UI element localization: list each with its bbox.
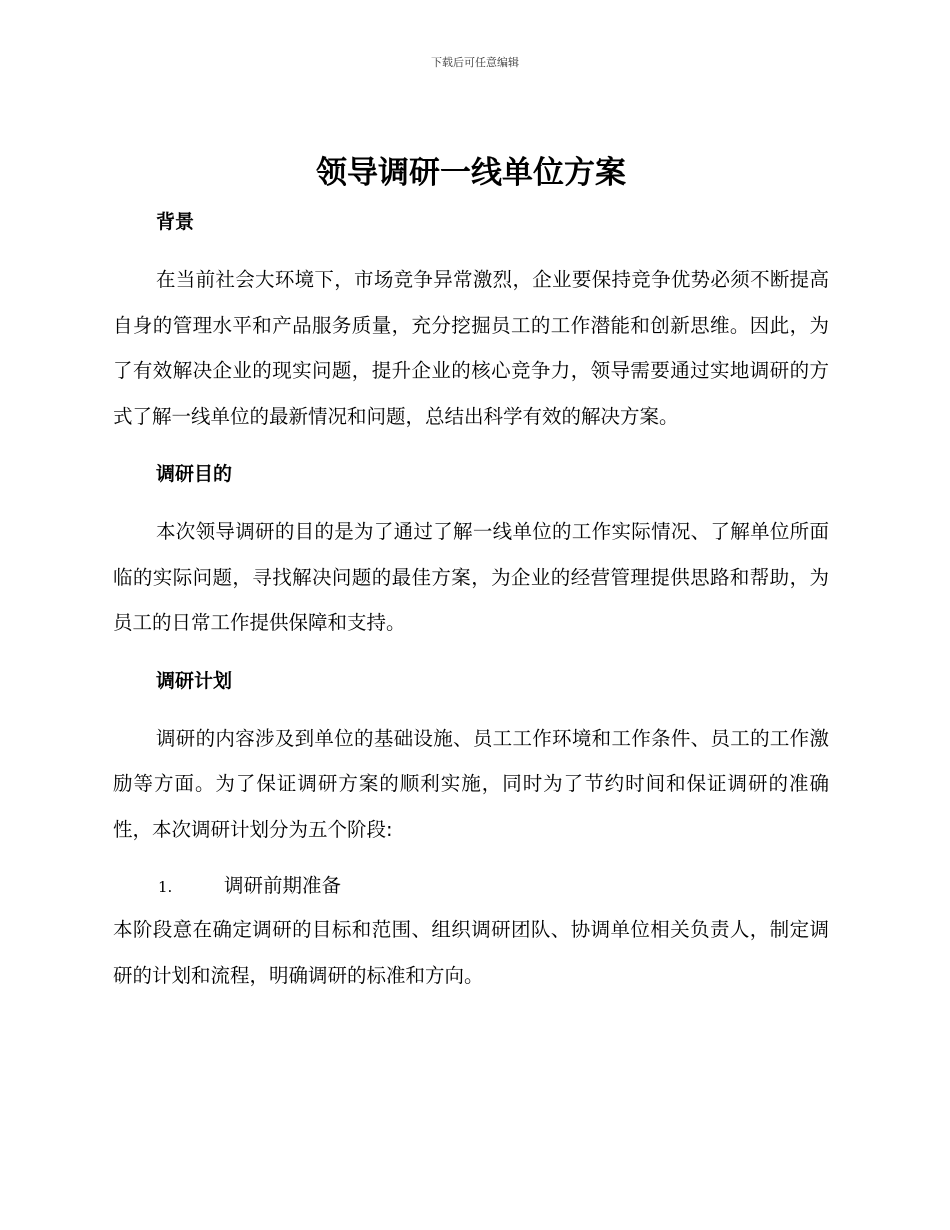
document-title: 领导调研一线单位方案 [316, 155, 626, 191]
section-purpose [113, 460, 829, 646]
section-paragraph: 调研的内容涉及到单位的基础设施、员工工作环境和工作条件、员工的工作激励等方面。为了保证调研方案的顺利实施，同时为了节约时间和保证调研的准确性，本次调研计划分为五个阶段: [113, 726, 829, 841]
section-background [113, 208, 829, 439]
section-paragraph: 本次领导调研的目的是为了通过了解一线单位的工作实际情况、了解单位所面临的实际问题，寻找解决问题的最佳方案，为企业的经营管理提供思路和帮助，为员工的日常工作提供保障和支持。 [113, 520, 829, 634]
section-paragraph: 在当前社会大环境下，市场竞争异常激烈，企业要保持竞争优势必须不断提高自身的管理水平和产品服务质量，充分挖掘员工的工作潜能和创新思维。因此，为了有效解决企业的现实问题，提升企业的核心竞争力，领导需要通过实地调研的方式了解一线单位的最新情况和问题，总结出科学有效的解决方案。 [113, 268, 829, 428]
plan-list [113, 872, 829, 998]
list-item-description: 本阶段意在确定调研的目标和范围、组织调研团队、协调单位相关负责人，制定调研的计划和流程，明确调研的标准和方向。 [113, 918, 829, 987]
section-plan [113, 667, 829, 853]
list-item [113, 872, 829, 901]
document-body [113, 150, 829, 998]
header-note: 下载后可任意编辑 [431, 56, 519, 69]
list-item-label: 调研前期准备 [224, 874, 342, 897]
section-heading: 背景 [156, 211, 195, 233]
section-heading: 调研目的 [156, 463, 233, 485]
list-item-number: 1. [158, 878, 173, 896]
section-heading: 调研计划 [156, 669, 233, 692]
